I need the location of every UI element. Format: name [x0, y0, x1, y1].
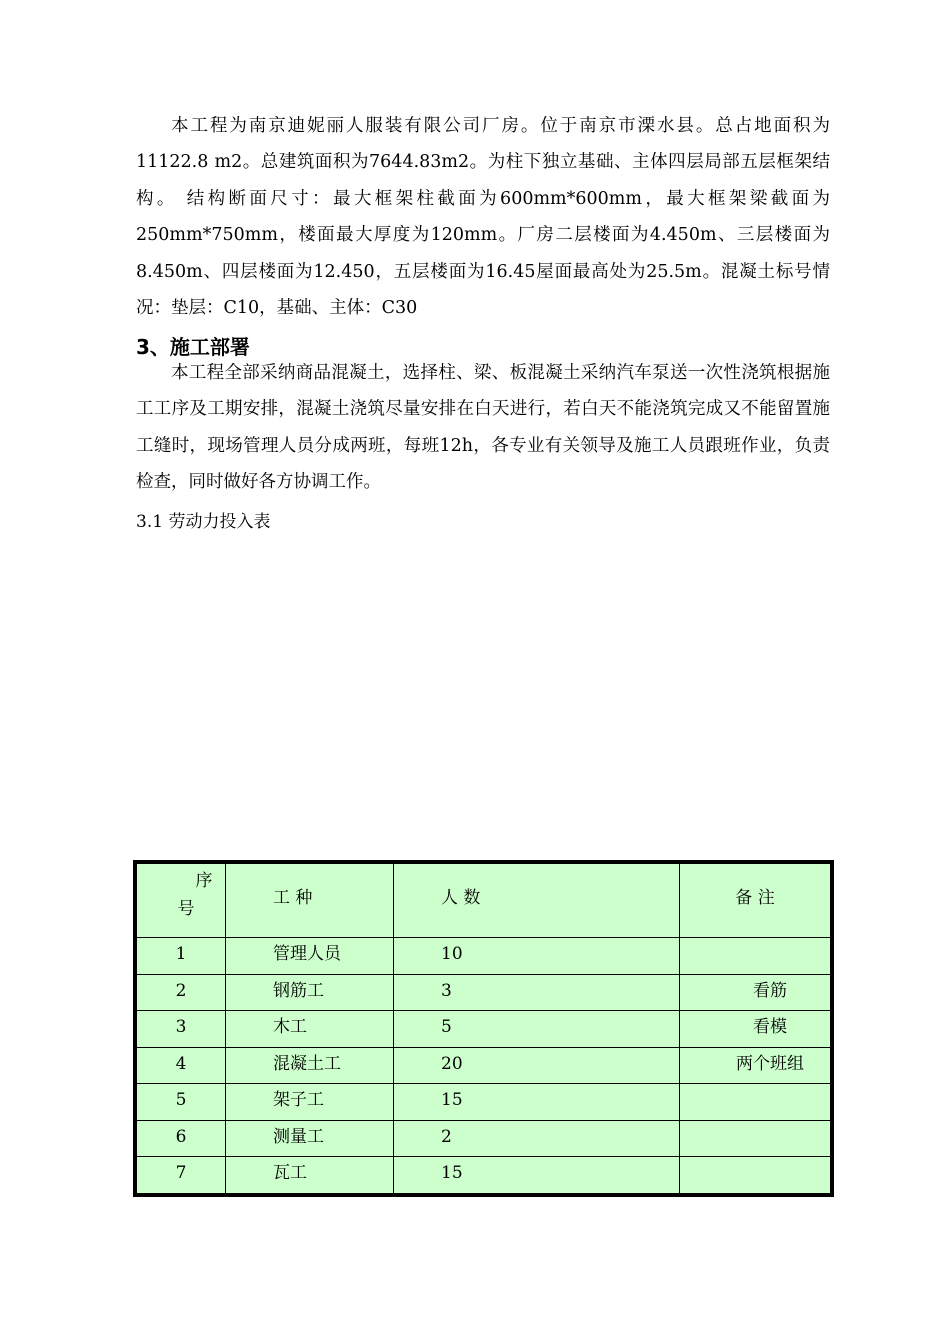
- row-type: 瓦工: [273, 1163, 307, 1183]
- row-type: 钢筋工: [273, 980, 324, 1001]
- row-note: [680, 1084, 830, 1088]
- row-type: 架子工: [273, 1090, 324, 1110]
- row-note: 两个班组: [736, 1053, 804, 1074]
- row-count: 15: [441, 1090, 463, 1110]
- row-count: 10: [441, 944, 463, 964]
- row-num: 1: [175, 944, 187, 964]
- labor-table: [133, 860, 834, 1197]
- table-row: [137, 1157, 831, 1194]
- header-num-line1: 序: [195, 871, 213, 891]
- table-row: [137, 1120, 831, 1157]
- row-type: 管理人员: [273, 944, 341, 964]
- table-row: [137, 1011, 831, 1048]
- header-num-line2: 号: [177, 899, 195, 919]
- row-num: 6: [175, 1126, 187, 1147]
- table-header-row: [137, 864, 831, 938]
- row-count: 5: [441, 1017, 452, 1037]
- section-heading: 3、施工部署: [136, 335, 250, 359]
- row-type: 混凝土工: [273, 1053, 341, 1074]
- row-count: 20: [441, 1053, 463, 1074]
- row-num: 3: [175, 1017, 187, 1037]
- table-caption: 3.1 劳动力投入表: [136, 512, 271, 532]
- header-num: [137, 864, 226, 938]
- row-note: [680, 938, 830, 942]
- row-note: [680, 1157, 830, 1161]
- table-row: [137, 974, 831, 1011]
- header-note: 备 注: [680, 864, 831, 938]
- table-row: [137, 938, 831, 975]
- row-num: 5: [175, 1090, 187, 1110]
- header-type: 工 种: [226, 864, 394, 938]
- table-row: [137, 1047, 831, 1084]
- table-row: [137, 1084, 831, 1121]
- row-num: 7: [175, 1163, 187, 1183]
- row-count: 3: [441, 980, 452, 1001]
- row-num: 2: [175, 980, 187, 1001]
- header-count: 人 数: [394, 864, 680, 938]
- row-note: 看模: [753, 1017, 787, 1037]
- row-type: 木工: [273, 1017, 307, 1037]
- deployment-paragraph: 本工程全部采纳商品混凝土，选择柱、梁、板混凝土采纳汽车泵送一次性浇筑根据施工工序及工期安排，混凝土浇筑尽量安排在白天进行，若白天不能浇筑完成又不能留置施工缝时，现场管理人员分成两班，每班12h，各专业有关领导及施工人员跟班作业，负责检查，同时做好各方协调工作。: [136, 363, 830, 493]
- project-overview-paragraph: 本工程为南京迪妮丽人服装有限公司厂房。位于南京市溧水县。总占地面积为11122.8 m2。总建筑面积为7644.83m2。为柱下独立基础、主体四层局部五层框架结构。 结构断面尺寸：最大框架柱截面为600mm*600mm，最大框架梁截面为250mm*750mm，楼面最大厚度为120mm。厂房二层楼面为4.450m、三层楼面为8.450m、四层楼面为12.450，五层楼面为16.45屋面最高处为25.5m。混凝土标号情况：垫层：C10，基础、主体：C30: [136, 116, 830, 319]
- row-note: 看筋: [753, 980, 787, 1001]
- row-note: [680, 1121, 830, 1125]
- row-count: 2: [441, 1126, 452, 1147]
- row-num: 4: [175, 1053, 187, 1074]
- row-type: 测量工: [273, 1126, 324, 1147]
- row-count: 15: [441, 1163, 463, 1183]
